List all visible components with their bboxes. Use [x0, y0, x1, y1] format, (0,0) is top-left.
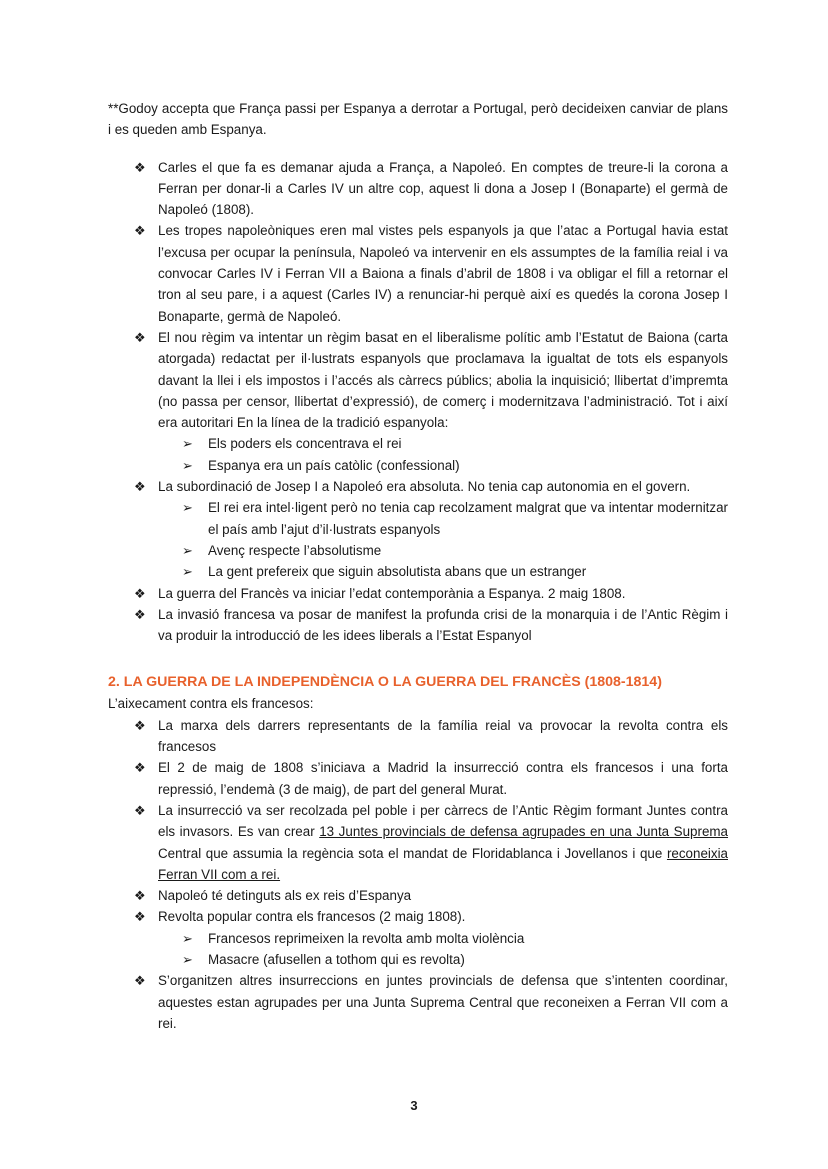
diamond-bullet-icon: ❖ [134, 802, 146, 818]
underlined-text: reconeixia Ferran VII com a rei. [158, 845, 728, 882]
sub-list-item [158, 561, 728, 582]
diamond-bullet-icon: ❖ [134, 159, 146, 175]
list-item-text: La subordinació de Josep I a Napoleó era absoluta. No tenia cap autonomia en el govern. [158, 479, 691, 495]
list-item [108, 327, 728, 476]
sub-list-item [158, 949, 728, 970]
list-item-text: Napoleó té detinguts als ex reis d’Espanya [158, 888, 412, 904]
sub-list-item-text: Masacre (afusellen a tothom qui es revolta) [208, 951, 465, 967]
list-item [108, 715, 728, 758]
sub-list-item [158, 433, 728, 454]
sub-list-item-text: Els poders els concentrava el rei [208, 436, 402, 452]
section-heading: 2. LA GUERRA DE LA INDEPENDÈNCIA O LA GUERRA DEL FRANCÈS (1808-1814) [108, 674, 662, 691]
sub-list [158, 433, 728, 476]
list-item-text-a: La insurrecció va ser recolzada pel poble i per càrrecs de l’Antic Règim formant Juntes contra els invasors. Es van crear [158, 802, 728, 840]
bullet-list-1 [108, 157, 728, 647]
sub-list [158, 928, 728, 971]
list-item [108, 476, 728, 582]
diamond-bullet-icon: ❖ [134, 888, 146, 904]
diamond-bullet-icon: ❖ [134, 606, 146, 622]
arrow-bullet-icon: ➢ [182, 542, 193, 558]
list-item-text: El 2 de maig de 1808 s’iniciava a Madrid la insurrecció contra els francesos i una forta repressió, l’endemà (3 de maig), de part del general Murat. [158, 760, 728, 797]
diamond-bullet-icon: ❖ [134, 717, 146, 733]
list-item [108, 604, 728, 647]
list-item-text: La marxa dels darrers representants de la família reial va provocar la revolta contra els francesos [158, 717, 728, 755]
underlined-text: 13 Juntes provincials de defensa agrupades en una Junta Suprema [319, 824, 729, 840]
sub-list-item-text: Avenç respecte l’absolutisme [208, 542, 382, 558]
page-number: 3 [410, 1098, 418, 1113]
section-subtitle: L’aixecament contra els francesos: [108, 696, 314, 712]
list-item [108, 906, 728, 970]
list-item [108, 800, 728, 885]
list-item [108, 757, 728, 800]
diamond-bullet-icon: ❖ [134, 223, 146, 239]
sub-list-item [158, 540, 728, 561]
sub-list-item [158, 455, 728, 476]
list-item-text: S’organitzen altres insurreccions en juntes provincials de defensa que s’intenten coordinar, aquestes estan agrupades per una Junta Suprema Central que reconeixen a Ferran VII com a rei. [158, 973, 728, 1031]
arrow-bullet-icon: ➢ [182, 951, 193, 967]
diamond-bullet-icon: ❖ [134, 585, 146, 601]
document-page [108, 98, 728, 1034]
intro-paragraph: **Godoy accepta que França passi per Espanya a derrotar a Portugal, però decideixen canviar de plans i es queden amb Espanya. [108, 101, 728, 138]
sub-list-item [158, 497, 728, 540]
list-item [108, 220, 728, 326]
sub-list-item-text: El rei era intel·ligent però no tenia cap recolzament malgrat que va intentar modernitzar el país amb l’ajut d’il·lustrats espanyols [208, 500, 728, 537]
diamond-bullet-icon: ❖ [134, 479, 146, 495]
arrow-bullet-icon: ➢ [182, 500, 193, 516]
diamond-bullet-icon: ❖ [134, 973, 146, 989]
sub-list [158, 497, 728, 582]
list-item-text: La guerra del Francès va iniciar l’edat contemporània a Espanya. 2 maig 1808. [158, 585, 626, 601]
diamond-bullet-icon: ❖ [134, 329, 146, 345]
list-item-text-b: Central que assumia la regència sota el mandat de Floridablanca i Jovellanos i que [158, 845, 667, 861]
sub-list-item-text: Espanya era un país catòlic (confessional) [208, 457, 460, 473]
arrow-bullet-icon: ➢ [182, 930, 193, 946]
sub-list-item [158, 928, 728, 949]
sub-list-item-text: Francesos reprimeixen la revolta amb molta violència [208, 930, 525, 946]
arrow-bullet-icon: ➢ [182, 564, 193, 580]
list-item [108, 970, 728, 1034]
arrow-bullet-icon: ➢ [182, 436, 193, 452]
list-item-text: La invasió francesa va posar de manifest la profunda crisi de la monarquia i de l’Antic Règim i va produir la introducció de les idees liberals a l’Estat Espanyol [158, 606, 728, 644]
list-item [108, 157, 728, 221]
list-item [108, 885, 728, 906]
sub-list-item-text: La gent prefereix que siguin absolutista abans que un estranger [208, 564, 587, 580]
bullet-list-2 [108, 715, 728, 1034]
arrow-bullet-icon: ➢ [182, 457, 193, 473]
diamond-bullet-icon: ❖ [134, 909, 146, 925]
list-item-text: Revolta popular contra els francesos (2 maig 1808). [158, 909, 466, 925]
list-item-text: Les tropes napoleòniques eren mal vistes pels espanyols ja que l’atac a Portugal havia estat l’excusa per ocupar la península, Napoleó va intervenir en els assumptes de la família reial i va convocar Carles IV i Ferran VII a Baiona a finals d’abril de 1808 i va obligar el fill a retornar el tron al seu pare, i a aquest (Carles IV) a renunciar-hi perquè així es quedés la corona Josep I Bonaparte, germà de Napoleó. [158, 223, 728, 324]
list-item-text: Carles el que fa es demanar ajuda a França, a Napoleó. En comptes de treure-li la corona a Ferran per donar-li a Carles IV un altre cop, aquest li dona a Josep I (Bonaparte) el germà de Napoleó (1808). [158, 159, 728, 218]
diamond-bullet-icon: ❖ [134, 760, 146, 776]
list-item-text: El nou règim va intentar un règim basat en el liberalisme polític amb l’Estatut de Baiona (carta atorgada) redactat per il·lustrats espanyols que proclamava la igualtat de tots els espanyols davant la llei i els impostos i l’accés als càrrecs públics; abolia la inquisició; llibertat d’impremta (no passa per censor, llibertat d’expressió), de comerç i modernitzava l’administració. Tot i així era autoritari En la línea de la tradició espanyola: [158, 329, 728, 431]
list-item [108, 583, 728, 604]
